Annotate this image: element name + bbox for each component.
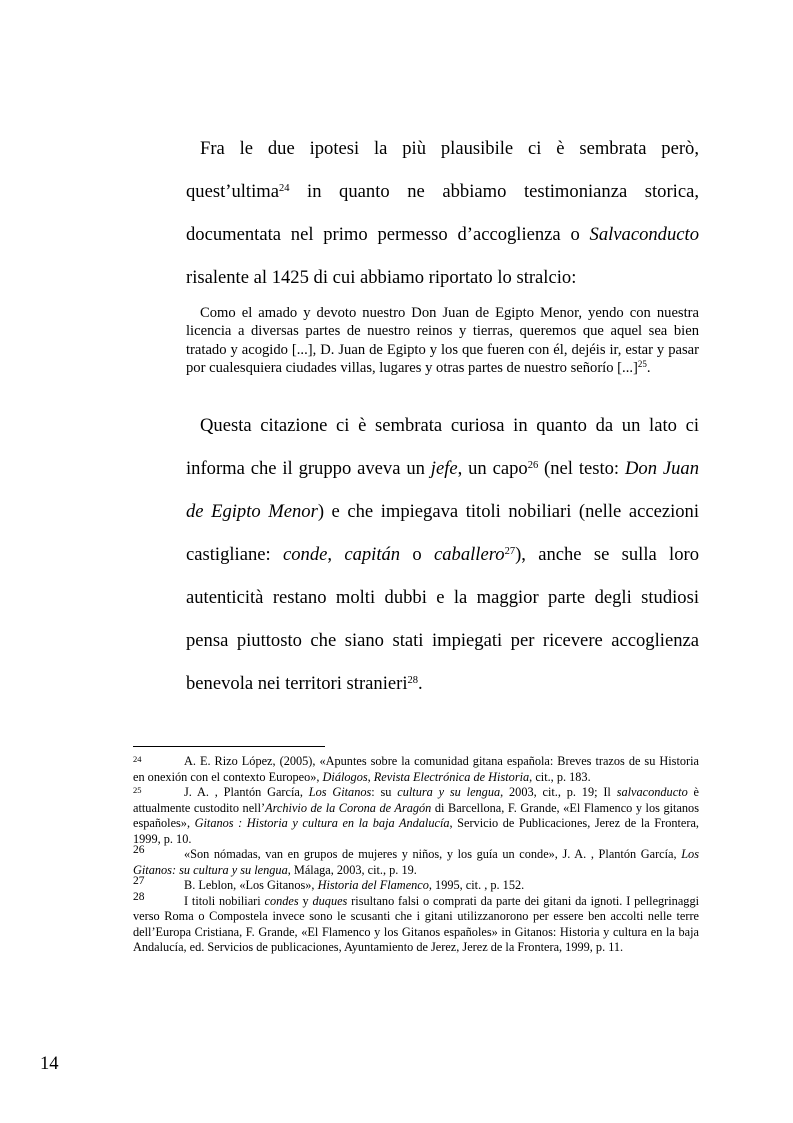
footnote-ref-26: 26 (527, 460, 539, 471)
footnote-separator (133, 746, 325, 747)
footnote-mark: 24 (133, 754, 142, 764)
footnote-28: 28 I titoli nobiliari condes y duques risultano falsi o comprati da parte dei gitani da ignoti. I pellegrinaggi verso Roma o Compostela invece sono le scusanti che i gitani utilizzanorono per essere ben accolti nelle terre dell’Europa Cristiana, F. Grande, «El Flamenco y los Gitanos españoles» in Gitanos: Historia y cultura en la baja Andalucía, ed. Servicios de publicaciones, Ayuntamiento de Jerez, Jerez de la Frontera, 1999, p. 11. (133, 890, 700, 954)
footnote-24: 24 A. E. Rizo López, (2005), «Apuntes sobre la comunidad gitana española: Breves trazos de su Historia en onexión con el contexto Europeo», Diálogos, Revista Electrónica de Historia, cit., p. 183. (133, 754, 699, 784)
footnote-mark: 25 (133, 785, 142, 795)
paragraph-1 (186, 127, 699, 299)
paragraph-2-text: Questa citazione ci è sembrata curiosa in quanto da un lato ci informa che il gruppo aveva un jefe, un capo$^{26}$ (nel testo: Don Juan de Egipto Menor) e che impiegava titoli nobiliari (nelle accezioni castigliane: conde, capitán o caballero$^{27}$), anche se sulla loro autenticità restano molti dubbi e la maggior parte degli studiosi pensa piuttosto che siano stati impiegati per ricevere accoglienza benevola nei territori stranieri$^{28}$. (186, 415, 700, 694)
paragraph-2 (186, 404, 699, 705)
footnote-mark: 26 (133, 844, 145, 856)
footnote-ref-28: 28 (407, 675, 418, 686)
footnote-27: 27 B. Leblon, «Los Gitanos», Historia del Flamenco, 1995, cit. , p. 152. (133, 875, 525, 892)
footnote-ref-27: 27 (504, 546, 516, 557)
block-quote: Como el amado y devoto nuestro Don Juan de Egipto Menor, yendo con nuestra licencia a diversas partes de nuestro reinos y tierras, queremos que aquel sea bien tratado y acogido [...], D. Juan de Egipto y los que fueren con él, dejéis ir, estar y pasar por cualesquiera ciudades villas, lugares y otras partes de nuestro señorío [...]$^{25}$. (186, 305, 699, 376)
footnote-26: 26 «Son nómadas, van en grupos de mujeres y niños, y los guía un conde», J. A. , Plantón García, Los Gitanos: su cultura y su lengua, Málaga, 2003, cit., p. 19. (133, 844, 699, 877)
footnote-25: 25 J. A. , Plantón García, Los Gitanos: su cultura y su lengua, 2003, cit., p. 19; Il salvaconducto è attualmente custodito nell’Archivio de la Corona de Aragón di Barcellona, F. Grande, «El Flamenco y los gitanos españoles», Gitanos : Historia y cultura en la baja Andalucía, Servicio de Publicaciones, Jerez de la Frontera, 1999, p. 10. (133, 785, 700, 846)
footnote-ref-24: 24 (278, 183, 290, 194)
paragraph-1-text: Fra le due ipotesi la più plausibile ci è sembrata però, quest’ultima$^{24}$ in quanto ne abbiamo testimonianza storica, documentata nel primo permesso d’accoglienza o Salvaconducto risalente al 1425 di cui abbiamo riportato lo stralcio: (186, 138, 699, 288)
footnote-mark: 27 (133, 875, 145, 887)
page-number: 14 (40, 1053, 59, 1074)
footnote-ref-25: 25 (637, 358, 647, 369)
footnote-mark: 28 (133, 890, 145, 903)
footnotes (133, 754, 699, 956)
